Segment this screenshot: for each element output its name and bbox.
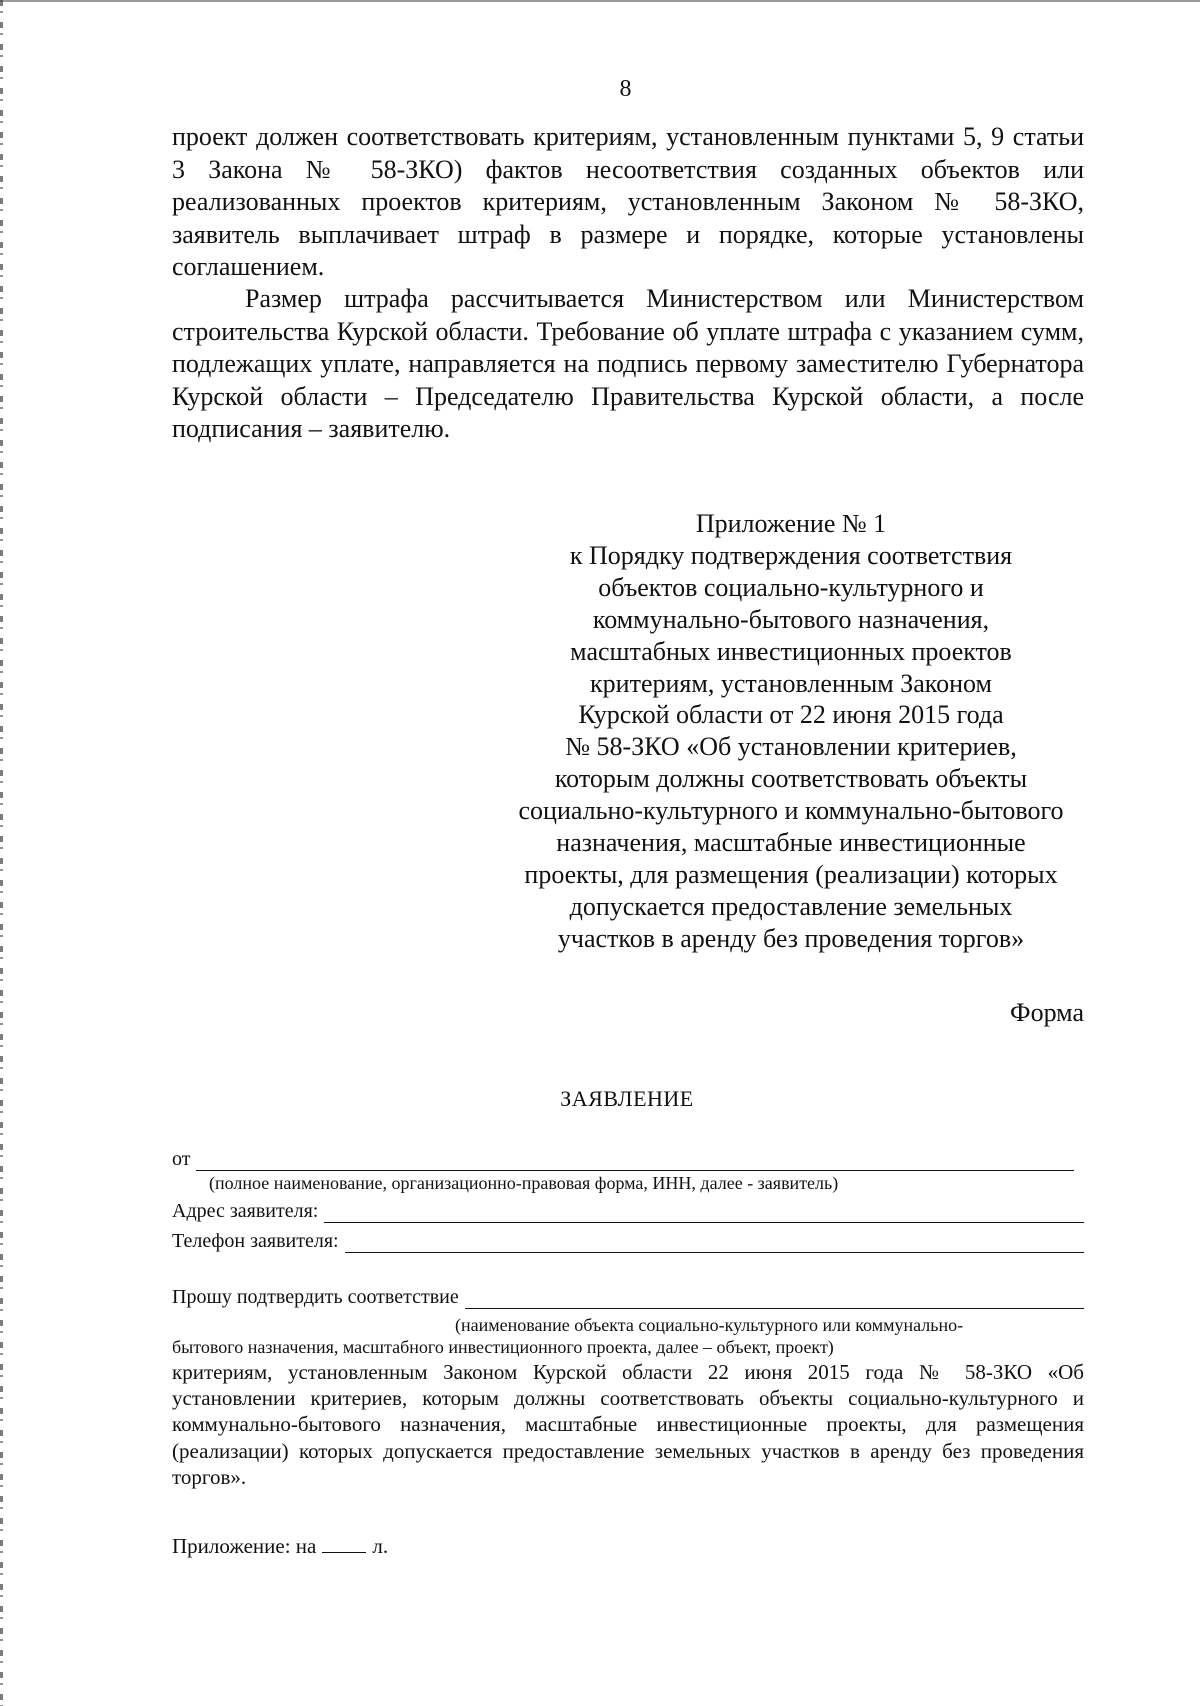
annex-line: масштабных инвестиционных проектов <box>570 636 1012 666</box>
scan-edge-top <box>0 0 1200 2</box>
criteria-text: критериям, установленным Законом Курской области 22 июня 2015 года № 58-ЗКО «Об установлении критериев, которым должны соответствовать объекты социально-культурного и коммунально-бытового назначения, масштабные инвестиционные проекты, для размещения (реализации) которых допускается предоставление земельных участков в аренду без проведения торгов». <box>172 1360 1084 1489</box>
request-label: Прошу подтвердить соответствие <box>172 1286 459 1308</box>
applicant-address-row <box>172 1200 1084 1223</box>
annex-line: проекты, для размещения (реализации) которых <box>524 859 1058 889</box>
applicant-address-field[interactable] <box>324 1202 1084 1223</box>
annex-pages-prefix: Приложение: на <box>172 1534 317 1558</box>
page-number: 8 <box>619 76 632 102</box>
scan-edge-left <box>0 0 3 1706</box>
annex-line: коммунально-бытового назначения, <box>592 604 990 634</box>
paragraph-fine-calculation: Размер штрафа рассчитывается Министерством или Министерством строительства Курской области. Требование об уплате штрафа с указанием сумм, подлежащих уплате, направляется на подпись первому заместителю Губернатора Курской области – Председателю Правительства Курской области, а после подписания – заявителю. <box>172 284 1084 443</box>
annex-line: назначения, масштабные инвестиционные <box>556 828 1026 858</box>
annex-pages-count-field[interactable] <box>322 1552 366 1553</box>
annex-line: критериям, установленным Законом <box>590 668 992 698</box>
address-label: Адрес заявителя: <box>172 1200 319 1222</box>
object-caption-line-1: (наименование объекта социально-культурного или коммунально- <box>455 1315 964 1335</box>
annex-line: Курской области от 22 июня 2015 года <box>578 700 1004 730</box>
request-row <box>172 1286 1084 1309</box>
applicant-name-field[interactable] <box>196 1150 1074 1171</box>
annex-line: которым должны соответствовать объекты <box>554 764 1028 794</box>
form-label: Форма <box>1010 998 1084 1027</box>
applicant-name-caption: (полное наименование, организационно-правовая форма, ИНН, далее - заявитель) <box>209 1173 839 1193</box>
annex-pages-suffix: л. <box>372 1534 389 1558</box>
from-label: от <box>172 1148 191 1170</box>
paragraph-fine-conditions: проект должен соответствовать критериям, установленным пунктами 5, 9 статьи 3 Закона № 58-ЗКО) фактов несоответствия созданных объектов или реализованных проектов критериям, установленным Законом № 58-ЗКО, заявитель выплачивает штраф в размере и порядке, которые установлены соглашением. <box>172 122 1084 281</box>
annex-line: участков в аренду без проведения торгов» <box>557 923 1025 953</box>
applicant-phone-row <box>172 1230 1084 1253</box>
annex-line: социально-культурного и коммунально-бытового <box>518 796 1064 826</box>
annex-line: объектов социально-культурного и <box>598 572 984 602</box>
document-title: ЗАЯВЛЕНИЕ <box>560 1086 694 1111</box>
annex-line: к Порядку подтверждения соответствия <box>569 540 1013 570</box>
annex-line: допускается предоставление земельных <box>569 891 1013 921</box>
applicant-name-row <box>172 1148 1074 1171</box>
phone-label: Телефон заявителя: <box>172 1230 339 1252</box>
annex-header <box>470 508 1112 955</box>
annex-pages-row <box>172 1534 388 1559</box>
applicant-phone-field[interactable] <box>345 1232 1084 1253</box>
annex-line: Приложение № 1 <box>695 509 887 538</box>
object-caption-line-2: бытового назначения, масштабного инвестиционного проекта, далее – объект, проект) <box>172 1337 834 1357</box>
annex-line: № 58-ЗКО «Об установлении критериев, <box>565 732 1017 762</box>
object-name-field[interactable] <box>465 1288 1084 1309</box>
